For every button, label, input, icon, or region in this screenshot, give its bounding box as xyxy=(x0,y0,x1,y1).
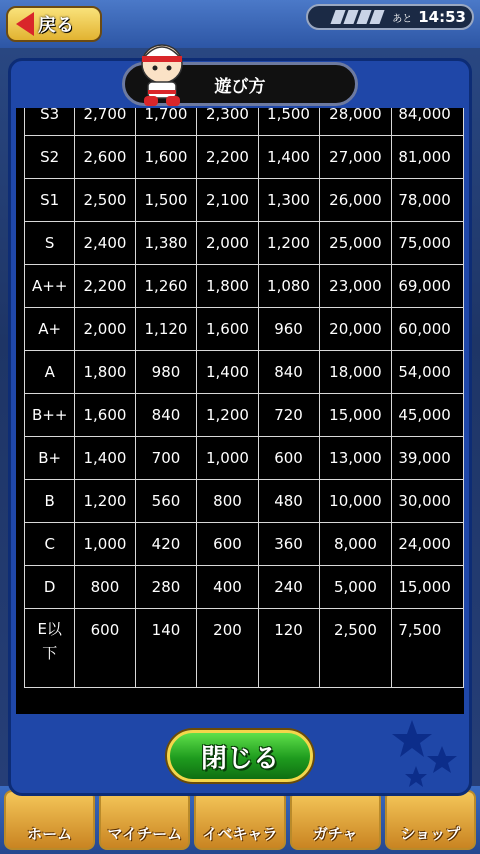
value-cell: 78,000 xyxy=(392,179,464,222)
value-cell: 1,800 xyxy=(197,265,258,308)
value-cell: 45,000 xyxy=(392,394,464,437)
value-cell: 800 xyxy=(75,566,135,609)
value-cell: 840 xyxy=(135,394,197,437)
bottom-nav xyxy=(0,786,480,854)
value-cell: 120 xyxy=(258,609,319,688)
value-cell: 1,200 xyxy=(197,394,258,437)
table-row xyxy=(25,480,464,523)
value-cell: 800 xyxy=(197,480,258,523)
value-cell: 1,200 xyxy=(75,480,135,523)
close-button[interactable] xyxy=(167,730,313,782)
value-cell: 24,000 xyxy=(392,523,464,566)
value-cell: 700 xyxy=(135,437,197,480)
value-cell: 1,400 xyxy=(75,437,135,480)
value-cell: 420 xyxy=(135,523,197,566)
table-panel[interactable] xyxy=(16,108,464,714)
back-button[interactable] xyxy=(6,6,102,42)
value-cell: 15,000 xyxy=(392,566,464,609)
value-cell: 1,200 xyxy=(258,222,319,265)
status-time: 14:53 xyxy=(418,8,466,26)
nav-gacha[interactable] xyxy=(290,790,381,850)
status-prefix: あと xyxy=(392,13,413,25)
grade-cell: A+ xyxy=(25,308,75,351)
value-cell: 13,000 xyxy=(319,437,392,480)
grade-cell: S xyxy=(25,222,75,265)
value-cell: 81,000 xyxy=(392,136,464,179)
value-cell: 1,600 xyxy=(135,136,197,179)
value-cell: 25,000 xyxy=(319,222,392,265)
value-cell: 720 xyxy=(258,394,319,437)
value-cell: 1,600 xyxy=(197,308,258,351)
value-cell: 200 xyxy=(197,609,258,688)
value-cell: 280 xyxy=(135,566,197,609)
table-row xyxy=(25,394,464,437)
back-arrow-icon xyxy=(16,12,34,36)
grade-cell: B xyxy=(25,480,75,523)
value-cell: 1,500 xyxy=(258,108,319,136)
value-cell: 1,300 xyxy=(258,179,319,222)
value-cell: 1,600 xyxy=(75,394,135,437)
value-cell: 2,000 xyxy=(75,308,135,351)
reward-table xyxy=(24,108,464,688)
value-cell: 15,000 xyxy=(319,394,392,437)
value-cell: 10,000 xyxy=(319,480,392,523)
nav-shop[interactable] xyxy=(385,790,476,850)
value-cell: 75,000 xyxy=(392,222,464,265)
value-cell: 69,000 xyxy=(392,265,464,308)
close-button-label: 閉じる xyxy=(200,743,279,774)
grade-cell: S1 xyxy=(25,179,75,222)
grade-cell: E以 下 xyxy=(25,609,75,688)
value-cell: 840 xyxy=(258,351,319,394)
value-cell: 560 xyxy=(135,480,197,523)
value-cell: 2,100 xyxy=(197,179,258,222)
value-cell: 1,080 xyxy=(258,265,319,308)
grade-cell: B++ xyxy=(25,394,75,437)
value-cell: 1,260 xyxy=(135,265,197,308)
nav-event-chara[interactable] xyxy=(194,790,285,850)
stars-decoration-icon xyxy=(386,712,466,792)
table-row xyxy=(25,222,464,265)
table-row xyxy=(25,179,464,222)
table-row xyxy=(25,136,464,179)
table-row xyxy=(25,108,464,136)
value-cell: 2,500 xyxy=(319,609,392,688)
value-cell: 2,400 xyxy=(75,222,135,265)
value-cell: 18,000 xyxy=(319,351,392,394)
value-cell: 2,200 xyxy=(75,265,135,308)
value-cell: 1,800 xyxy=(75,351,135,394)
value-cell: 1,000 xyxy=(197,437,258,480)
table-row xyxy=(25,265,464,308)
grade-cell: S3 xyxy=(25,108,75,136)
nav-my-team[interactable] xyxy=(99,790,190,850)
stamina-status xyxy=(306,4,474,30)
value-cell: 600 xyxy=(258,437,319,480)
grade-cell: D xyxy=(25,566,75,609)
table-row xyxy=(25,351,464,394)
value-cell: 240 xyxy=(258,566,319,609)
table-row xyxy=(25,523,464,566)
value-cell: 2,300 xyxy=(197,108,258,136)
value-cell: 140 xyxy=(135,609,197,688)
value-cell: 5,000 xyxy=(319,566,392,609)
value-cell: 480 xyxy=(258,480,319,523)
nav-shop-label: ショップ xyxy=(400,825,461,843)
value-cell: 1,120 xyxy=(135,308,197,351)
grade-cell: A++ xyxy=(25,265,75,308)
value-cell: 600 xyxy=(75,609,135,688)
value-cell: 30,000 xyxy=(392,480,464,523)
value-cell: 2,500 xyxy=(75,179,135,222)
nav-home-label: ホーム xyxy=(27,825,73,843)
value-cell: 23,000 xyxy=(319,265,392,308)
value-cell: 39,000 xyxy=(392,437,464,480)
table-row xyxy=(25,437,464,480)
table-row xyxy=(25,566,464,609)
grade-cell: C xyxy=(25,523,75,566)
value-cell: 28,000 xyxy=(319,108,392,136)
value-cell: 2,600 xyxy=(75,136,135,179)
mascot-icon xyxy=(136,38,188,108)
value-cell: 400 xyxy=(197,566,258,609)
value-cell: 360 xyxy=(258,523,319,566)
nav-event-chara-label: イベキャラ xyxy=(202,825,278,843)
stamina-bars-icon xyxy=(333,10,382,24)
value-cell: 1,700 xyxy=(135,108,197,136)
value-cell: 2,700 xyxy=(75,108,135,136)
value-cell: 54,000 xyxy=(392,351,464,394)
modal-title: 遊び方 xyxy=(214,76,266,97)
nav-my-team-label: マイチーム xyxy=(107,825,183,843)
value-cell: 960 xyxy=(258,308,319,351)
value-cell: 26,000 xyxy=(319,179,392,222)
value-cell: 980 xyxy=(135,351,197,394)
grade-cell: A xyxy=(25,351,75,394)
value-cell: 27,000 xyxy=(319,136,392,179)
value-cell: 1,000 xyxy=(75,523,135,566)
value-cell: 1,380 xyxy=(135,222,197,265)
value-cell: 1,500 xyxy=(135,179,197,222)
value-cell: 2,000 xyxy=(197,222,258,265)
nav-home[interactable] xyxy=(4,790,95,850)
nav-gacha-label: ガチャ xyxy=(312,825,358,843)
value-cell: 7,500 xyxy=(392,609,464,688)
top-bar xyxy=(0,0,480,48)
value-cell: 84,000 xyxy=(392,108,464,136)
grade-cell: S2 xyxy=(25,136,75,179)
table-row xyxy=(25,308,464,351)
value-cell: 20,000 xyxy=(319,308,392,351)
grade-cell: B+ xyxy=(25,437,75,480)
back-button-label: 戻る xyxy=(38,15,74,36)
table-row xyxy=(25,609,464,688)
value-cell: 600 xyxy=(197,523,258,566)
value-cell: 60,000 xyxy=(392,308,464,351)
value-cell: 2,200 xyxy=(197,136,258,179)
value-cell: 1,400 xyxy=(258,136,319,179)
value-cell: 1,400 xyxy=(197,351,258,394)
value-cell: 8,000 xyxy=(319,523,392,566)
